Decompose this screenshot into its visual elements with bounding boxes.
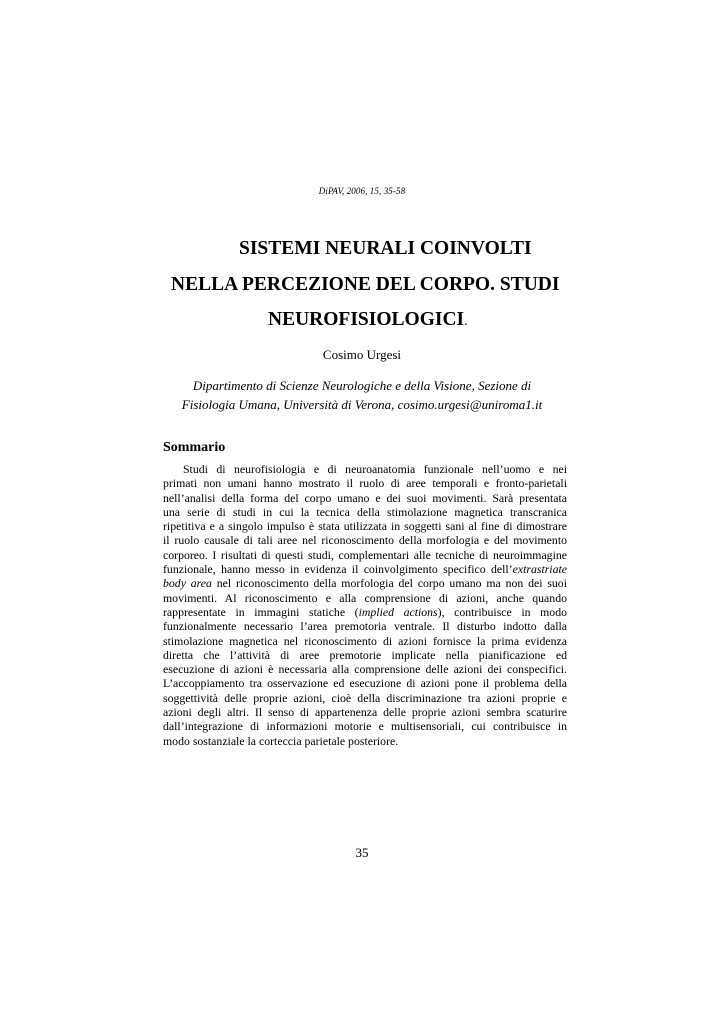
abstract-body bbox=[163, 462, 567, 748]
section-heading: Sommario bbox=[163, 440, 226, 455]
abstract-line: nell’analisi della forma del corpo umano e dei suoi movimenti. Sarà presentata bbox=[163, 490, 567, 505]
abstract-line bbox=[163, 605, 567, 619]
abstract-line: primati non umani hanno mostrato il ruolo di aree temporali e fronto-parietali bbox=[163, 476, 567, 491]
title-line-2: NELLA PERCEZIONE DEL CORPO. STUDI bbox=[171, 274, 560, 295]
abstract-line: il ruolo causale di tali aree nel riconoscimento della morfologia e del movimento bbox=[163, 533, 567, 548]
affiliation bbox=[150, 376, 574, 414]
abstract-italic-term: implied actions bbox=[358, 604, 438, 619]
abstract-text: rappresentate in immagini statiche ( bbox=[163, 604, 359, 619]
title-line-3-text: NEUROFISIOLOGICI bbox=[268, 309, 465, 330]
abstract-line: diretta che l’attività di aree premotorie implicate nella pianificazione ed bbox=[163, 647, 567, 662]
abstract-line: dall’integrazione di informazioni motorie e multisensoriali, cui contribuisce in bbox=[163, 719, 567, 734]
abstract-italic-term: extrastriate bbox=[512, 562, 567, 577]
abstract-line: funzionalmente necessario l’area premotoria ventrale. Il disturbo indotto dalla bbox=[163, 619, 567, 634]
affiliation-line-1: Dipartimento di Scienze Neurologiche e della Visione, Sezione di bbox=[192, 378, 532, 393]
abstract-line: L’accoppiamento tra osservazione ed esecuzione di azioni pone il problema della bbox=[163, 676, 567, 691]
author-name: Cosimo Urgesi bbox=[322, 347, 402, 362]
abstract-line: soggettività delle proprie azioni, cioè della discriminazione tra azioni proprie e bbox=[163, 690, 567, 705]
abstract-line: movimenti. Al riconoscimento e alla comprensione di azioni, anche quando bbox=[163, 590, 567, 605]
abstract-text: funzionale, hanno messo in evidenza il coinvolgimento specifico dell’ bbox=[163, 562, 513, 577]
abstract-italic-term: body area bbox=[163, 576, 212, 591]
abstract-line: azioni degli altri. Il senso di appartenenza delle proprie azioni sembra scaturire bbox=[163, 705, 567, 720]
abstract-line: modo sostanziale la corteccia parietale posteriore. bbox=[163, 733, 399, 748]
running-head: DiPAV, 2006, 15, 35-58 bbox=[318, 186, 406, 196]
abstract-line: ripetitiva e a singolo impulso è stata utilizzata in soggetti sani al fine di dimostrare bbox=[163, 519, 567, 534]
abstract-line: una serie di studi in cui la tecnica della stimolazione magnetica transcranica bbox=[163, 504, 567, 519]
abstract-text: nel riconoscimento della morfologia del corpo umano ma non dei suoi bbox=[211, 576, 567, 591]
title-line-3 bbox=[268, 309, 724, 331]
abstract-line: corporeo. I risultati di questi studi, complementari alle tecniche di neuroimmagine bbox=[163, 547, 567, 562]
affiliation-line-2: Fisiologia Umana, Università di Verona, cosimo.urgesi@uniroma1.it bbox=[181, 397, 543, 412]
abstract-line bbox=[163, 576, 567, 590]
abstract-line bbox=[163, 562, 567, 576]
abstract-line: Studi di neurofisiologia e di neuroanatomia funzionale nell’uomo e nei bbox=[183, 462, 567, 476]
abstract-line: stimolazione magnetica nel riconoscimento di azioni fornisce la prima evidenza bbox=[163, 633, 567, 648]
abstract-text: ), contribuisce in modo bbox=[437, 604, 567, 619]
title-line-3-suffix: . bbox=[464, 314, 468, 329]
title-line-1: SISTEMI NEURALI COINVOLTI bbox=[239, 238, 532, 259]
abstract-line: esecuzione di azioni è necessaria alla comprensione delle azioni dei conspecifici. bbox=[163, 662, 567, 677]
page-number: 35 bbox=[355, 845, 369, 860]
